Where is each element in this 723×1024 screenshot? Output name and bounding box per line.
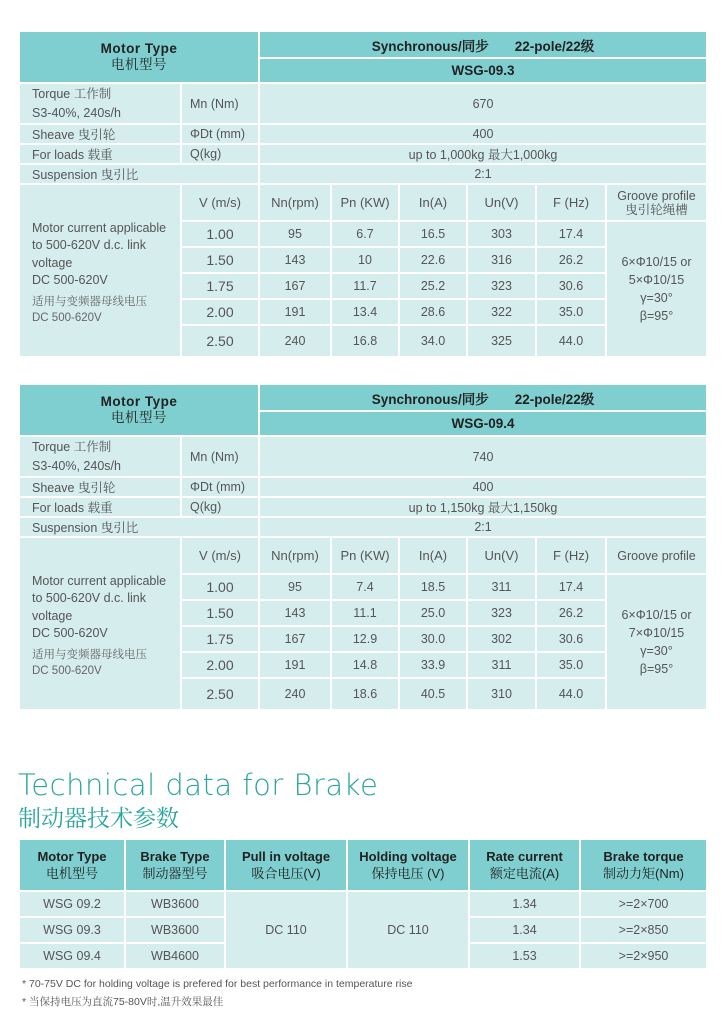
column-header: Un(V) — [467, 184, 536, 221]
model-name: WSG-09.4 — [259, 411, 707, 436]
header-en: Holding voltage — [359, 849, 457, 864]
speed-cell: 1.50 — [181, 600, 259, 626]
speed-cell: 35.0 — [536, 652, 606, 678]
current-note-line: DC 500-620V — [32, 626, 108, 640]
speed-cell: 33.9 — [399, 652, 467, 678]
motor-spec-table-wsg-09-4 — [18, 383, 708, 711]
brake-data-table — [18, 838, 708, 970]
sheave-label: Sheave 曳引轮 — [19, 124, 181, 144]
speed-cell: 26.2 — [536, 247, 606, 273]
speed-cell: 17.4 — [536, 221, 606, 247]
speed-cell: 143 — [259, 600, 331, 626]
speed-cell: 11.7 — [331, 273, 399, 299]
torque-unit: Mn (Nm) — [181, 436, 259, 477]
rate-current-cell: 1.53 — [469, 943, 580, 969]
current-note-cn-line: 适用与变频器母线电压 — [32, 648, 147, 661]
speed-cell: 2.00 — [181, 299, 259, 325]
holding-voltage-cell: DC 110 — [347, 891, 469, 969]
groove-header-line: 曳引轮绳槽 — [625, 202, 688, 217]
motor-type-en: Motor Type — [100, 394, 178, 409]
loads-value: up to 1,000kg 最大1,000kg — [259, 144, 707, 164]
speed-cell: 30.6 — [536, 273, 606, 299]
speed-cell: 2.50 — [181, 678, 259, 710]
suspension-label: Suspension 曳引比 — [19, 164, 259, 184]
speed-cell: 143 — [259, 247, 331, 273]
brake-column-header — [19, 839, 125, 891]
column-header: F (Hz) — [536, 537, 606, 574]
speed-cell: 303 — [467, 221, 536, 247]
current-note-line: to 500-620V d.c. link — [32, 591, 146, 605]
pole-label: 22-pole/22级 — [514, 391, 595, 407]
speed-cell: 25.2 — [399, 273, 467, 299]
brake-column-header — [347, 839, 469, 891]
speed-cell: 316 — [467, 247, 536, 273]
current-note-cn — [32, 294, 180, 326]
motor-type-cell: WSG 09.4 — [19, 943, 125, 969]
groove-value-line: β=95° — [639, 662, 674, 676]
header-en: Rate current — [486, 849, 563, 864]
column-header: Nn(rpm) — [259, 184, 331, 221]
speed-cell: 325 — [467, 325, 536, 357]
header-cn: 电机型号 — [45, 866, 98, 881]
brake-header-row — [19, 839, 707, 891]
current-note — [19, 537, 181, 710]
current-note-line: DC 500-620V — [32, 273, 108, 287]
loads-row — [19, 144, 707, 164]
brake-torque-cell: >=2×850 — [580, 917, 707, 943]
model-name: WSG-09.3 — [259, 58, 707, 83]
groove-profile-value — [606, 221, 707, 357]
rate-current-cell: 1.34 — [469, 891, 580, 917]
speed-cell: 40.5 — [399, 678, 467, 710]
column-header: In(A) — [399, 537, 467, 574]
speed-cell: 22.6 — [399, 247, 467, 273]
sheave-unit: ΦDt (mm) — [181, 124, 259, 144]
column-header: Pn (KW) — [331, 537, 399, 574]
speed-cell: 323 — [467, 273, 536, 299]
speed-cell: 311 — [467, 652, 536, 678]
brake-type-cell: WB3600 — [125, 917, 225, 943]
speed-cell: 322 — [467, 299, 536, 325]
speed-cell: 240 — [259, 678, 331, 710]
brake-section-title-cn: 制动器技术参数 — [18, 805, 179, 831]
suspension-row — [19, 164, 707, 184]
motor-type-header — [19, 384, 259, 436]
speed-cell: 10 — [331, 247, 399, 273]
speed-cell: 12.9 — [331, 626, 399, 652]
synchronous-label: Synchronous/同步 — [371, 38, 489, 54]
sheave-row — [19, 477, 707, 497]
torque-label — [19, 83, 181, 124]
speed-cell: 302 — [467, 626, 536, 652]
groove-value-line: β=95° — [639, 309, 674, 323]
loads-label: For loads 载重 — [19, 144, 181, 164]
column-header: F (Hz) — [536, 184, 606, 221]
header-en: Brake Type — [140, 849, 210, 864]
torque-value: 740 — [259, 436, 707, 477]
torque-label — [19, 436, 181, 477]
speed-cell: 310 — [467, 678, 536, 710]
motor-type-en: Motor Type — [100, 41, 178, 56]
loads-row — [19, 497, 707, 517]
groove-value-line: 6×Φ10/15 or — [621, 255, 692, 269]
brake-section-title: Technical data for Brake — [18, 768, 379, 802]
header-en: Motor Type — [37, 849, 107, 864]
current-note-line: voltage — [32, 255, 73, 270]
loads-label: For loads 载重 — [19, 497, 181, 517]
speed-cell: 44.0 — [536, 325, 606, 357]
torque-row — [19, 83, 707, 124]
brake-torque-cell: >=2×950 — [580, 943, 707, 969]
suspension-value: 2:1 — [259, 517, 707, 537]
header-en: Pull in voltage — [241, 849, 331, 864]
speed-cell: 167 — [259, 273, 331, 299]
header-cn: 制动器型号 — [142, 866, 208, 881]
speed-cell: 1.50 — [181, 247, 259, 273]
speed-cell: 323 — [467, 600, 536, 626]
speed-header-row — [19, 537, 707, 574]
speed-cell: 2.00 — [181, 652, 259, 678]
speed-cell: 95 — [259, 574, 331, 600]
groove-value-line: γ=30° — [640, 644, 673, 658]
column-header: In(A) — [399, 184, 467, 221]
groove-profile-value — [606, 574, 707, 710]
torque-label-line: Torque 工作制 — [32, 439, 112, 454]
speed-header-row — [19, 184, 707, 221]
header-cn: 保持电压 (V) — [371, 866, 445, 881]
torque-value: 670 — [259, 83, 707, 124]
speed-cell: 191 — [259, 299, 331, 325]
current-note — [19, 184, 181, 357]
current-note-line: voltage — [32, 608, 73, 623]
brake-column-header — [580, 839, 707, 891]
loads-unit: Q(kg) — [181, 497, 259, 517]
loads-unit: Q(kg) — [181, 144, 259, 164]
speed-cell: 1.00 — [181, 574, 259, 600]
brake-type-cell: WB4600 — [125, 943, 225, 969]
speed-cell: 167 — [259, 626, 331, 652]
brake-torque-cell: >=2×700 — [580, 891, 707, 917]
speed-cell: 1.00 — [181, 221, 259, 247]
groove-value-line: 6×Φ10/15 or — [621, 608, 692, 622]
motor-kind-header — [259, 384, 707, 411]
synchronous-label: Synchronous/同步 — [371, 391, 489, 407]
speed-cell: 44.0 — [536, 678, 606, 710]
header-row — [19, 31, 707, 58]
current-note-cn-line: DC 500-620V — [32, 664, 102, 677]
brake-type-cell: WB3600 — [125, 891, 225, 917]
groove-header-line: Groove profile — [617, 188, 696, 203]
current-note-line: Motor current applicable — [32, 220, 167, 235]
sheave-value: 400 — [259, 477, 707, 497]
speed-cell: 18.5 — [399, 574, 467, 600]
sheave-unit: ΦDt (mm) — [181, 477, 259, 497]
speed-cell: 14.8 — [331, 652, 399, 678]
suspension-label: Suspension 曳引比 — [19, 517, 259, 537]
column-header: Pn (KW) — [331, 184, 399, 221]
speed-cell: 6.7 — [331, 221, 399, 247]
sheave-row — [19, 124, 707, 144]
sheave-value: 400 — [259, 124, 707, 144]
speed-cell: 35.0 — [536, 299, 606, 325]
speed-cell: 240 — [259, 325, 331, 357]
brake-column-header — [225, 839, 347, 891]
brake-column-header — [469, 839, 580, 891]
groove-profile-header — [606, 537, 707, 574]
torque-label-line: S3-40%, 240s/h — [32, 105, 121, 120]
groove-value-line: 7×Φ10/15 — [628, 626, 685, 640]
current-note-cn — [32, 647, 180, 679]
speed-cell: 16.8 — [331, 325, 399, 357]
column-header: Un(V) — [467, 537, 536, 574]
header-row — [19, 384, 707, 411]
footnote-cn: * 当保持电压为直流75-80V时,温升效果最佳 — [22, 996, 224, 1008]
speed-cell: 1.75 — [181, 626, 259, 652]
speed-cell: 1.75 — [181, 273, 259, 299]
groove-value-line: γ=30° — [640, 291, 673, 305]
motor-type-cell: WSG 09.3 — [19, 917, 125, 943]
brake-row — [19, 891, 707, 917]
speed-cell: 25.0 — [399, 600, 467, 626]
suspension-value: 2:1 — [259, 164, 707, 184]
speed-cell: 13.4 — [331, 299, 399, 325]
header-cn: 制动力矩(Nm) — [603, 866, 684, 881]
speed-cell: 17.4 — [536, 574, 606, 600]
current-note-line: to 500-620V d.c. link — [32, 238, 146, 252]
speed-cell: 30.6 — [536, 626, 606, 652]
pole-label: 22-pole/22级 — [514, 38, 595, 54]
torque-unit: Mn (Nm) — [181, 83, 259, 124]
speed-cell: 7.4 — [331, 574, 399, 600]
speed-cell: 16.5 — [399, 221, 467, 247]
groove-header-line: Groove profile — [617, 548, 696, 563]
column-header: V (m/s) — [181, 184, 259, 221]
speed-cell: 26.2 — [536, 600, 606, 626]
header-cn: 额定电流(A) — [489, 866, 560, 881]
footnote-en: * 70-75V DC for holding voltage is prefered for best performance in temperature rise — [22, 978, 413, 990]
speed-cell: 2.50 — [181, 325, 259, 357]
header-cn: 吸合电压(V) — [251, 866, 321, 881]
loads-value: up to 1,150kg 最大1,150kg — [259, 497, 707, 517]
rate-current-cell: 1.34 — [469, 917, 580, 943]
speed-cell: 18.6 — [331, 678, 399, 710]
current-note-cn-line: 适用与变频器母线电压 — [32, 295, 147, 308]
motor-kind-header — [259, 31, 707, 58]
motor-type-cn: 电机型号 — [111, 57, 167, 72]
current-note-line: Motor current applicable — [32, 573, 167, 588]
speed-cell: 28.6 — [399, 299, 467, 325]
header-en: Brake torque — [603, 849, 684, 864]
speed-cell: 311 — [467, 574, 536, 600]
groove-profile-header — [606, 184, 707, 221]
motor-type-header — [19, 31, 259, 83]
speed-cell: 30.0 — [399, 626, 467, 652]
torque-label-line: S3-40%, 240s/h — [32, 458, 121, 473]
pull-in-voltage-cell: DC 110 — [225, 891, 347, 969]
suspension-row — [19, 517, 707, 537]
motor-type-cn: 电机型号 — [111, 410, 167, 425]
motor-type-cell: WSG 09.2 — [19, 891, 125, 917]
torque-row — [19, 436, 707, 477]
current-note-cn-line: DC 500-620V — [32, 311, 102, 324]
motor-spec-table-wsg-09-3 — [18, 30, 708, 358]
speed-cell: 11.1 — [331, 600, 399, 626]
speed-cell: 95 — [259, 221, 331, 247]
speed-cell: 191 — [259, 652, 331, 678]
column-header: Nn(rpm) — [259, 537, 331, 574]
groove-value-line: 5×Φ10/15 — [628, 273, 685, 287]
brake-column-header — [125, 839, 225, 891]
speed-cell: 34.0 — [399, 325, 467, 357]
sheave-label: Sheave 曳引轮 — [19, 477, 181, 497]
torque-label-line: Torque 工作制 — [32, 86, 112, 101]
column-header: V (m/s) — [181, 537, 259, 574]
